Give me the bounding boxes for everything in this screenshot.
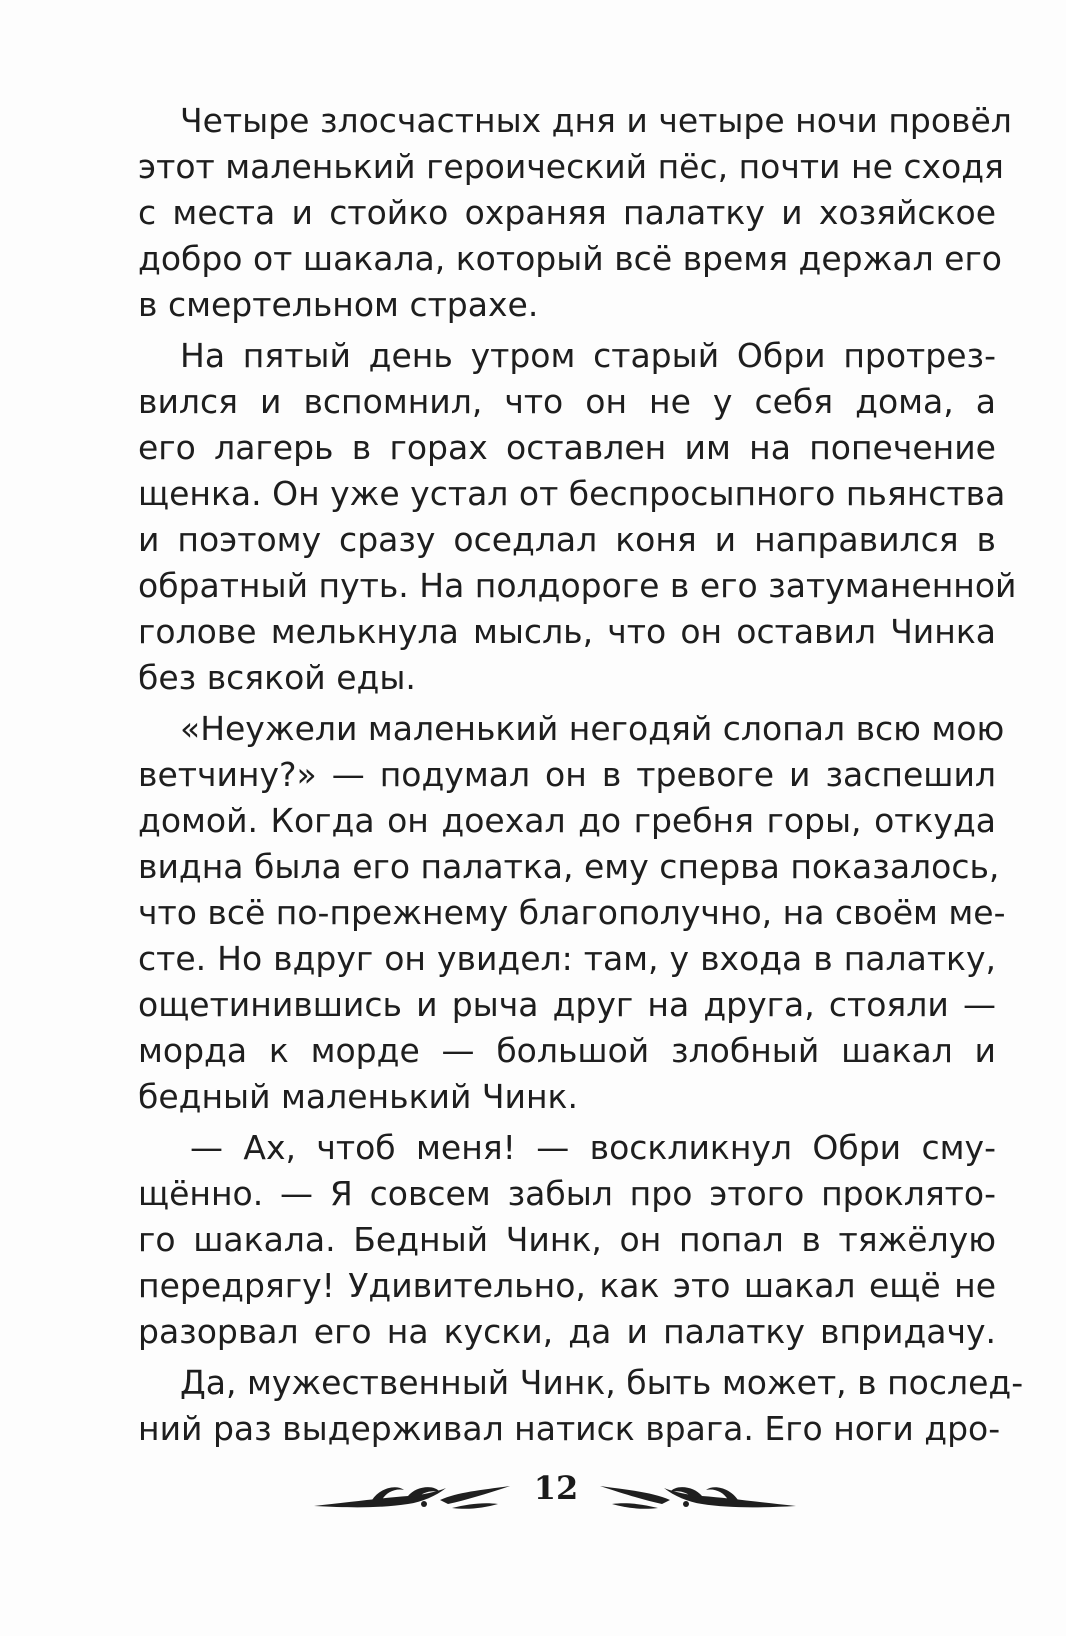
text-line: этот маленький героический пёс, почти не сходя [138, 147, 1004, 186]
paragraph-2 [138, 333, 1017, 701]
text-line: ощетинившись и рыча друг на друга, стояли — [138, 985, 996, 1024]
text-line: го шакала. Бедный Чинк, он попал в тяжёлую [138, 1220, 996, 1259]
paragraph-5 [138, 1360, 1024, 1452]
text-line: бедный маленький Чинк. [138, 1077, 578, 1116]
text-line: в смертельном страхе. [138, 285, 539, 324]
text-line: ний раз выдерживал натиск врага. Его ноги дро- [138, 1409, 1001, 1448]
text-line: передрягу! Удивительно, как это шакал ещё не [138, 1266, 996, 1305]
text-line: ветчину?» — подумал он в тревоге и заспешил [138, 755, 996, 794]
text-line: и поэтому сразу оседлал коня и направился в [138, 520, 996, 559]
text-line: домой. Когда он доехал до гребня горы, откуда [138, 801, 996, 840]
text-line: разорвал его на куски, да и палатку впридачу. [138, 1312, 996, 1351]
text-line: — Ах, чтоб меня! — воскликнул Обри сму- [190, 1128, 996, 1167]
text-line: На пятый день утром старый Обри протрез- [180, 336, 996, 375]
page-footer [0, 1468, 1066, 1528]
paragraph-3 [138, 706, 1006, 1120]
paragraph-4 [138, 1125, 996, 1355]
text-line: добро от шакала, который всё время держал его [138, 239, 1002, 278]
page-text [138, 98, 1024, 1457]
text-line: вился и вспомнил, что он не у себя дома, а [138, 382, 996, 421]
paragraph-1 [138, 98, 1012, 328]
text-line: Да, мужественный Чинк, быть может, в послед- [180, 1363, 1024, 1402]
flourish-right-icon [598, 1482, 798, 1516]
text-line: морда к морде — большой злобный шакал и [138, 1031, 996, 1070]
text-line: видна была его палатка, ему сперва показалось, [138, 847, 1000, 886]
text-line: сте. Но вдруг он увидел: там, у входа в палатку, [138, 939, 996, 978]
text-line: обратный путь. На полдороге в его затуманенной [138, 566, 1017, 605]
text-line: что всё по-прежнему благополучно, на своём ме- [138, 893, 1006, 932]
text-line: с места и стойко охраняя палатку и хозяйское [138, 193, 996, 232]
text-line: его лагерь в горах оставлен им на попечение [138, 428, 996, 467]
text-line: «Неужели маленький негодяй слопал всю мою [180, 709, 1005, 748]
text-line: Четыре злосчастных дня и четыре ночи провёл [180, 101, 1012, 140]
page-number: 12 [533, 1469, 579, 1507]
text-line: без всякой еды. [138, 658, 416, 697]
flourish-left-icon [312, 1482, 512, 1516]
text-line: щённо. — Я совсем забыл про этого проклято- [138, 1174, 996, 1213]
text-line: голове мелькнула мысль, что он оставил Чинка [138, 612, 996, 651]
text-line: щенка. Он уже устал от беспросыпного пьянства [138, 474, 1006, 513]
